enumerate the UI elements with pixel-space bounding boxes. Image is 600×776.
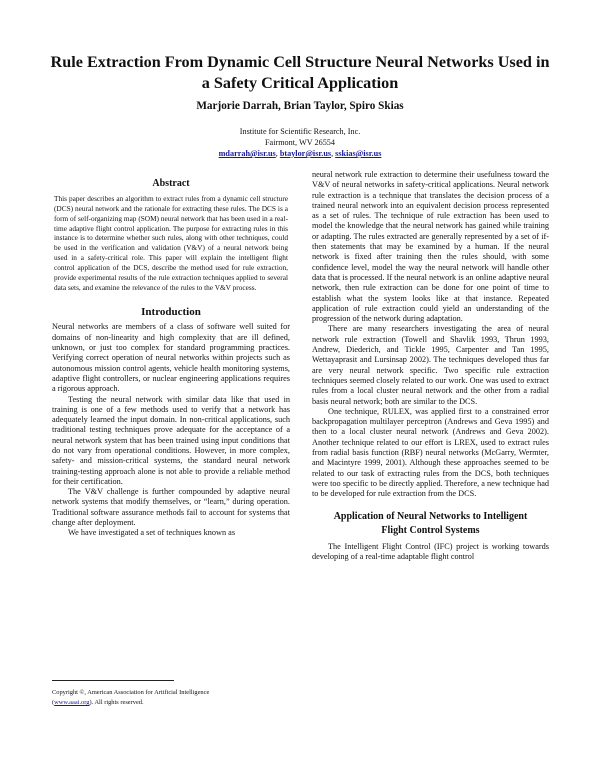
right-column (312, 170, 549, 562)
section-heading-application (312, 510, 549, 538)
abstract-text: This paper describes an algorithm to extract rules from a dynamic cell structure (DCS) neural network and the rationale for extracting these rules. The DCS is a form of self-organizing map (SOM) neural network that has been used in a real-time adaptive flight control application. The purpose for extracting rules in this instance is to determine whether such rules, along with other techniques, could be used in the verification and validation (V&V) of a neural network being used in a safety-critical role. This paper will explain the intelligent flight control application of the DCS, describe the method used for rule extraction, provide experimental results of the rule extraction techniques applied to several data sets, and examine the relevance of the rules to the V&V process. (54, 194, 288, 292)
intro-paragraph-3: The V&V challenge is further compounded by adaptive neural network systems that modify themselves, or “learn,” during operation. Traditional software assurance methods fail to account for systems that change after deployment. (52, 487, 290, 528)
introduction-heading: Introduction (141, 306, 201, 319)
section-heading-line-2: Flight Control Systems (381, 524, 480, 536)
institute-name: Institute for Scientific Research, Inc. (239, 127, 361, 136)
right-paragraph-3: One technique, RULEX, was applied first to a constrained error backpropagation multilayer perceptron (Andrews and Geva 1995) and then to a local cluster neural network (Andrews and Geva 2002). Another technique related to our effort is LREX, used to extract rules from radial basis function (RBF) neural networks (McGarry, Wermter, and Macintyre 1999, 2001). Although these approaches seemed to be related to our task of extracting rules from the DCS, both techniques were too specific to be directly applied. Therefore, a new technique had to be developed for rule extraction from the DCS. (312, 406, 549, 499)
intro-paragraph-4: We have investigated a set of techniques known as (68, 528, 236, 538)
footnote-divider (52, 680, 174, 681)
right-paragraph-1: neural network rule extraction to determine their usefulness toward the V&V of neural networks in safety-critical applications. Neural network rule extraction is a technique that translates the decision process of a trained neural network into an equivalent decision process represented as a set of rules. The technique of rule extraction has been used to model the knowledge that the neural network has gained while training or adapting. The rules extracted are generally represented by a set of if-then statements that may be examined by a human. If the neural network is fixed after training then the rules should, with some confidence level, model the way the neural network will handle other data that is processed. If the neural network is an online adaptive neural network, then rule extraction can be done for one point of time to establish what the system looks like at that instance. Repeated application of rule extraction could yield an understanding of the progression of the network during adaptation. (312, 170, 549, 324)
title-line-1: Rule Extraction From Dynamic Cell Structure Neural Networks Used in (50, 53, 550, 71)
section-heading-line-1: Application of Neural Networks to Intelligent (333, 510, 528, 522)
aaai-link[interactable]: www.aaai.org (54, 699, 90, 706)
paper-title (40, 52, 560, 94)
email-link-darrah[interactable]: mdarrah@isr.us (218, 149, 276, 158)
intro-paragraph-2: Testing the neural network with similar data like that used in training is one of a few methods used to verify that a network has adequately learned the input domain. In non-critical applications, such traditional testing techniques prove adequate for the acceptance of a neural network system that has been trained using input conditions that do not vary from operational conditions. However, in more complex, safety- and mission-critical systems, the standard neural network training-testing approach alone is not able to provide a reliable method for their certification. (52, 394, 290, 486)
email-separator: , (331, 149, 336, 158)
right-paragraph-4: The Intelligent Flight Control (IFC) project is working towards developing of a real-time adaptable flight control (312, 541, 549, 561)
institute-location: Fairmont, WV 26554 (265, 138, 335, 147)
email-list (40, 148, 560, 159)
author-list: Marjorie Darrah, Brian Taylor, Spiro Skias (196, 100, 404, 112)
abstract-heading: Abstract (152, 178, 190, 189)
intro-paragraph-1: Neural networks are members of a class of software well suited for domains of non-linearity and high complexity that are ill defined, unknown, or just too complex for standard programming practices. Verifying correct operation of neural networks within projects such as autonomous mission control agents, vehicle health monitoring systems, adaptive flight controllers, or nuclear engineering applications requires a rigorous approach. (52, 322, 290, 394)
paren-open: ( (52, 699, 55, 706)
copyright-line: Copyright ©, American Association for Artificial Intelligence (52, 689, 210, 696)
rights-line (52, 698, 290, 708)
affiliation-block (40, 126, 560, 159)
email-separator: , (275, 149, 280, 158)
rights-text: ). All rights reserved. (89, 699, 144, 706)
email-link-taylor[interactable]: btaylor@isr.us (279, 149, 332, 158)
left-column (52, 178, 290, 539)
title-line-2: a Safety Critical Application (201, 74, 399, 92)
right-paragraph-2: There are many researchers investigating the area of neural network rule extraction (Towell and Shavlik 1993, Thrun 1993, Andrew, Diederich, and Tickle 1995, Carpenter and Tan 1995, Wettayaprasit and Lursinsap 2002). The techniques developed thus far are very neural network specific. Two specific rule extraction techniques seemed closely related to our work. One was used to extract rules from a local cluster neural network and the other from a radial basis neural network; both are similar to the DCS. (312, 324, 549, 406)
copyright-footnote (52, 688, 290, 708)
email-link-skias[interactable]: sskias@isr.us (335, 149, 382, 158)
